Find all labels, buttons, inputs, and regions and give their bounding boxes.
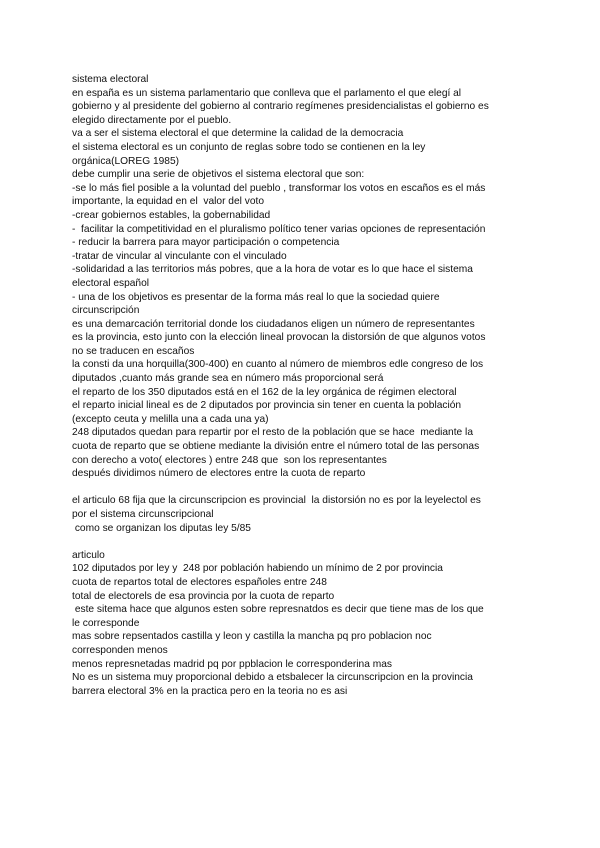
text-line: total de electorels de esa provincia por la cuota de reparto <box>72 590 335 602</box>
text-line: debe cumplir una serie de objetivos el sistema electoral que son: <box>72 169 365 181</box>
text-line: circunscripción <box>72 305 140 317</box>
text-line: menos represnetadas madrid pq por ppblacion le corresponderina mas <box>72 658 392 670</box>
text-line: mas sobre repsentados castilla y leon y castilla la mancha pq pro poblacion noc <box>72 631 432 643</box>
document-body <box>72 73 532 698</box>
text-line: - facilitar la competitividad en el pluralismo político tener varias opciones de representación <box>72 223 486 235</box>
text-line: después dividimos número de electores entre la cuota de reparto <box>72 468 366 480</box>
text-line: orgánica(LOREG 1985) <box>72 155 180 167</box>
text-line: es una demarcación territorial donde los ciudadanos eligen un número de representantes <box>72 318 475 330</box>
text-line: - reducir la barrera para mayor participación o competencia <box>72 237 340 249</box>
text-line: - una de los objetivos es presentar de la forma más real lo que la sociedad quiere <box>72 291 440 303</box>
text-line: diputados ,cuanto más grande sea en número más proporcional será <box>72 373 384 385</box>
text-line: la consti da una horquilla(300-400) en cuanto al número de miembros edle congreso de los <box>72 359 484 371</box>
text-line: 248 diputados quedan para repartir por el resto de la población que se hace mediante la <box>72 427 473 439</box>
text-line: con derecho a voto( electores ) entre 248 que son los representantes <box>72 454 387 466</box>
text-line: este sitema hace que algunos esten sobre represnatdos es decir que tiene mas de los que <box>72 604 484 616</box>
text-line: no se traducen en escaños <box>72 345 195 357</box>
text-line: -tratar de vincular al vinculante con el vinculado <box>72 250 287 262</box>
text-line: barrera electoral 3% en la practica pero en la teoria no es asi <box>72 685 348 697</box>
text-line: No es un sistema muy proporcional debido a etsbalecer la circunscripcion en la provincia <box>72 672 473 684</box>
text-line: el sistema electoral es un conjunto de reglas sobre todo se contienen en la ley <box>72 141 426 153</box>
text-line: elegido directamente por el pueblo. <box>72 114 232 126</box>
text-line: articulo <box>72 549 105 561</box>
text-line: gobierno y al presidente del gobierno al contrario regímenes presidencialistas el gobierno es <box>72 101 489 113</box>
text-line: sistema electoral <box>72 74 149 85</box>
text-line: como se organizan los diputas ley 5/85 <box>72 522 251 534</box>
text-line: (excepto ceuta y melilla una a cada una ya) <box>72 413 269 425</box>
text-line: en españa es un sistema parlamentario que conlleva que el parlamento el que elegí al <box>72 87 462 99</box>
text-line: -crear gobiernos estables, la gobernabilidad <box>72 209 271 221</box>
text-line: electoral español <box>72 277 150 289</box>
text-line: el articulo 68 fija que la circunscripcion es provincial la distorsión no es por la leyelectol es <box>72 495 481 507</box>
text-line: -se lo más fiel posible a la voluntad del pueblo , transformar los votos en escaños es el más <box>72 182 486 194</box>
text-line: 102 diputados por ley y 248 por población habiendo un mínimo de 2 por provincia <box>72 563 443 575</box>
text-line: importante, la equidad en el valor del voto <box>72 196 264 208</box>
text-line: cuota de reparto que se obtiene mediante la división entre el número total de las personas <box>72 441 480 453</box>
text-line: el reparto inicial lineal es de 2 diputados por provincia sin tener en cuenta la población <box>72 400 462 412</box>
text-line: -solidaridad a las territorios más pobres, que a la hora de votar es lo que hace el sistema <box>72 264 473 276</box>
text-line: cuota de repartos total de electores españoles entre 248 <box>72 576 327 588</box>
text-line: es la provincia, esto junto con la elección lineal provocan la distorsión de que algunos votos <box>72 332 486 344</box>
text-line <box>72 481 532 495</box>
text-line: el reparto de los 350 diputados está en el 162 de la ley orgánica de régimen electoral <box>72 386 457 398</box>
text-line: va a ser el sistema electoral el que determine la calidad de la democracia <box>72 128 404 140</box>
text-line: corresponden menos <box>72 644 168 656</box>
text-line <box>72 535 532 549</box>
text-line: le corresponde <box>72 617 140 629</box>
text-line: por el sistema circunscripcional <box>72 509 214 520</box>
